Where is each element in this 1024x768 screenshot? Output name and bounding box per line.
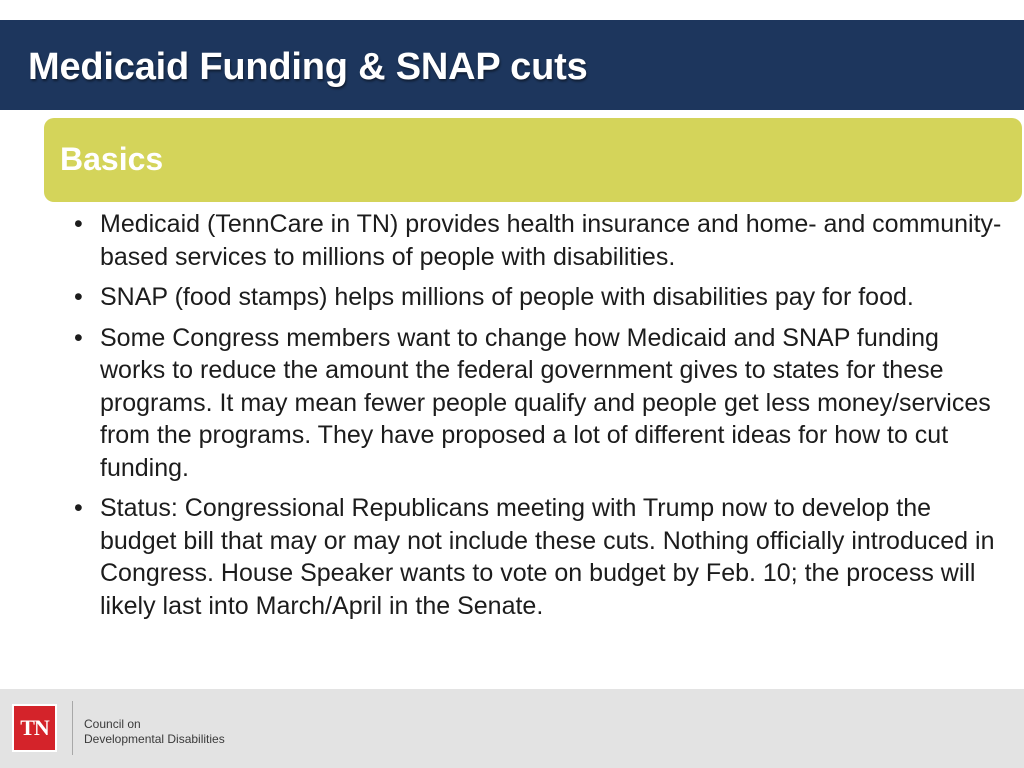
tn-logo: TN [12, 704, 57, 752]
org-name [84, 717, 225, 747]
bullet-status: • Status: Congressional Republicans meeting with Trump now to develop the budget bill that may or may not include these cuts. Nothing officially introduced in Congress. House Speaker wants to vote on budget by Feb. 10; the process will likely last into March/April in the Senate. [72, 492, 1007, 622]
bullet-list [72, 208, 1007, 630]
org-name-line2: Developmental Disabilities [84, 732, 225, 746]
section-label: Basics [60, 141, 164, 177]
bullet-congress-changes: • Some Congress members want to change how Medicaid and SNAP funding works to reduce the amount the federal government gives to states for these programs. It may mean fewer people qualify and people get less money/services from the programs. They have proposed a lot of different ideas for how to cut funding. [72, 322, 1007, 485]
footer [0, 689, 1024, 768]
section-header-box [44, 118, 1022, 202]
bullet-snap: • SNAP (food stamps) helps millions of people with disabilities pay for food. [72, 281, 1007, 314]
logo-divider [72, 701, 73, 755]
bullet-medicaid: • Medicaid (TennCare in TN) provides health insurance and home- and community-based services to millions of people with disabilities. [72, 208, 1007, 273]
org-name-line1: Council on [84, 717, 141, 731]
slide-title: Medicaid Funding & SNAP cuts [28, 46, 588, 88]
